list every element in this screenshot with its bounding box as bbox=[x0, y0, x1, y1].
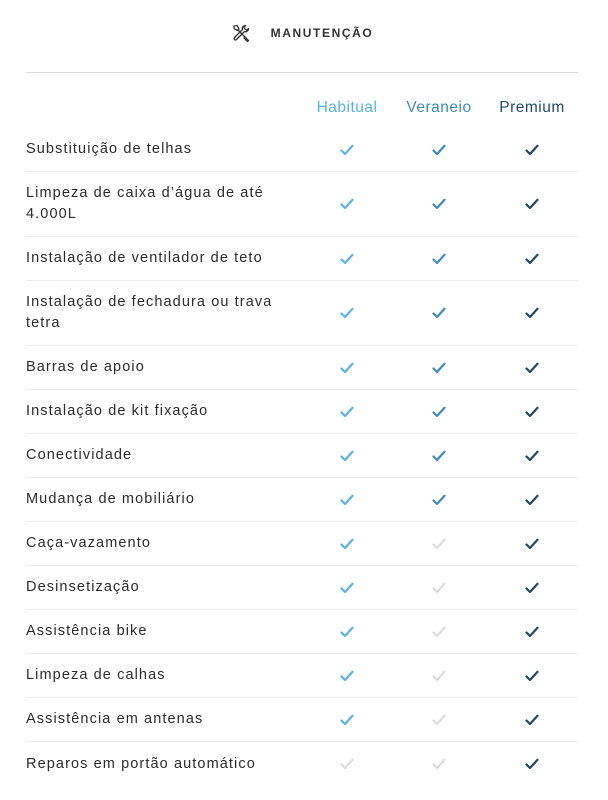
section-header-inner bbox=[231, 23, 374, 43]
check-icon bbox=[340, 198, 354, 210]
check-icon bbox=[340, 626, 354, 638]
table-row bbox=[26, 698, 578, 742]
feature-label: Instalação de ventilador de teto bbox=[26, 250, 263, 266]
check-icon bbox=[525, 362, 539, 374]
check-icon bbox=[525, 538, 539, 550]
table-row bbox=[26, 281, 578, 346]
feature-label: Instalação de fechadura ou trava tetra bbox=[26, 294, 273, 331]
feature-label: Limpeza de caixa d’água de até 4.000L bbox=[26, 185, 264, 222]
header-divider bbox=[26, 72, 578, 73]
plan-premium-label: Premium bbox=[499, 99, 565, 116]
check-icon bbox=[340, 758, 354, 770]
check-icon bbox=[432, 714, 446, 726]
check-icon bbox=[340, 307, 354, 319]
feature-label: Mudança de mobiliário bbox=[26, 491, 195, 507]
check-icon bbox=[340, 406, 354, 418]
check-icon bbox=[525, 406, 539, 418]
feature-label: Assistência bike bbox=[26, 623, 148, 639]
check-icon bbox=[432, 406, 446, 418]
feature-label: Instalação de kit fixação bbox=[26, 403, 209, 419]
check-icon bbox=[340, 494, 354, 506]
table-row bbox=[26, 346, 578, 390]
check-icon bbox=[525, 714, 539, 726]
check-icon bbox=[525, 253, 539, 265]
check-icon bbox=[432, 670, 446, 682]
feature-label: Barras de apoio bbox=[26, 359, 145, 375]
feature-label: Conectividade bbox=[26, 447, 133, 463]
check-icon bbox=[432, 494, 446, 506]
feature-label: Assistência em antenas bbox=[26, 711, 204, 727]
check-icon bbox=[525, 494, 539, 506]
check-icon bbox=[340, 582, 354, 594]
check-icon bbox=[432, 582, 446, 594]
table-row bbox=[26, 654, 578, 698]
table-row bbox=[26, 390, 578, 434]
table-row bbox=[26, 566, 578, 610]
plan-veraneio-label: Veraneio bbox=[406, 99, 472, 116]
check-icon bbox=[525, 626, 539, 638]
tools-icon bbox=[231, 23, 251, 43]
check-icon bbox=[525, 450, 539, 462]
table-row bbox=[26, 522, 578, 566]
plan-habitual-label: Habitual bbox=[316, 99, 378, 116]
table-row bbox=[26, 742, 578, 786]
check-icon bbox=[340, 538, 354, 550]
feature-label: Reparos em portão automático bbox=[26, 755, 256, 772]
check-icon bbox=[340, 450, 354, 462]
check-icon bbox=[340, 144, 354, 156]
check-icon bbox=[340, 362, 354, 374]
check-icon bbox=[340, 670, 354, 682]
check-icon bbox=[525, 307, 539, 319]
check-icon bbox=[525, 670, 539, 682]
check-icon bbox=[432, 144, 446, 156]
check-icon bbox=[432, 758, 446, 770]
feature-label: Caça-vazamento bbox=[26, 535, 152, 551]
table-row bbox=[26, 128, 578, 172]
check-icon bbox=[432, 253, 446, 265]
check-icon bbox=[340, 714, 354, 726]
check-icon bbox=[525, 582, 539, 594]
check-icon bbox=[432, 626, 446, 638]
section-title: MANUTENÇÃO bbox=[270, 26, 374, 40]
table-row bbox=[26, 434, 578, 478]
plan-header-row bbox=[0, 99, 608, 121]
check-icon bbox=[432, 307, 446, 319]
table-row bbox=[26, 237, 578, 281]
section-header bbox=[0, 0, 608, 72]
table-row bbox=[26, 478, 578, 522]
check-icon bbox=[525, 144, 539, 156]
feature-label: Limpeza de calhas bbox=[26, 667, 166, 683]
check-icon bbox=[525, 758, 539, 770]
check-icon bbox=[432, 198, 446, 210]
table-row bbox=[26, 172, 578, 237]
check-icon bbox=[340, 253, 354, 265]
check-icon bbox=[432, 538, 446, 550]
feature-label: Desinsetização bbox=[26, 579, 140, 595]
table-row bbox=[26, 610, 578, 654]
check-icon bbox=[525, 198, 539, 210]
feature-table bbox=[26, 128, 578, 786]
feature-label: Substituição de telhas bbox=[26, 141, 193, 157]
check-icon bbox=[432, 362, 446, 374]
check-icon bbox=[432, 450, 446, 462]
